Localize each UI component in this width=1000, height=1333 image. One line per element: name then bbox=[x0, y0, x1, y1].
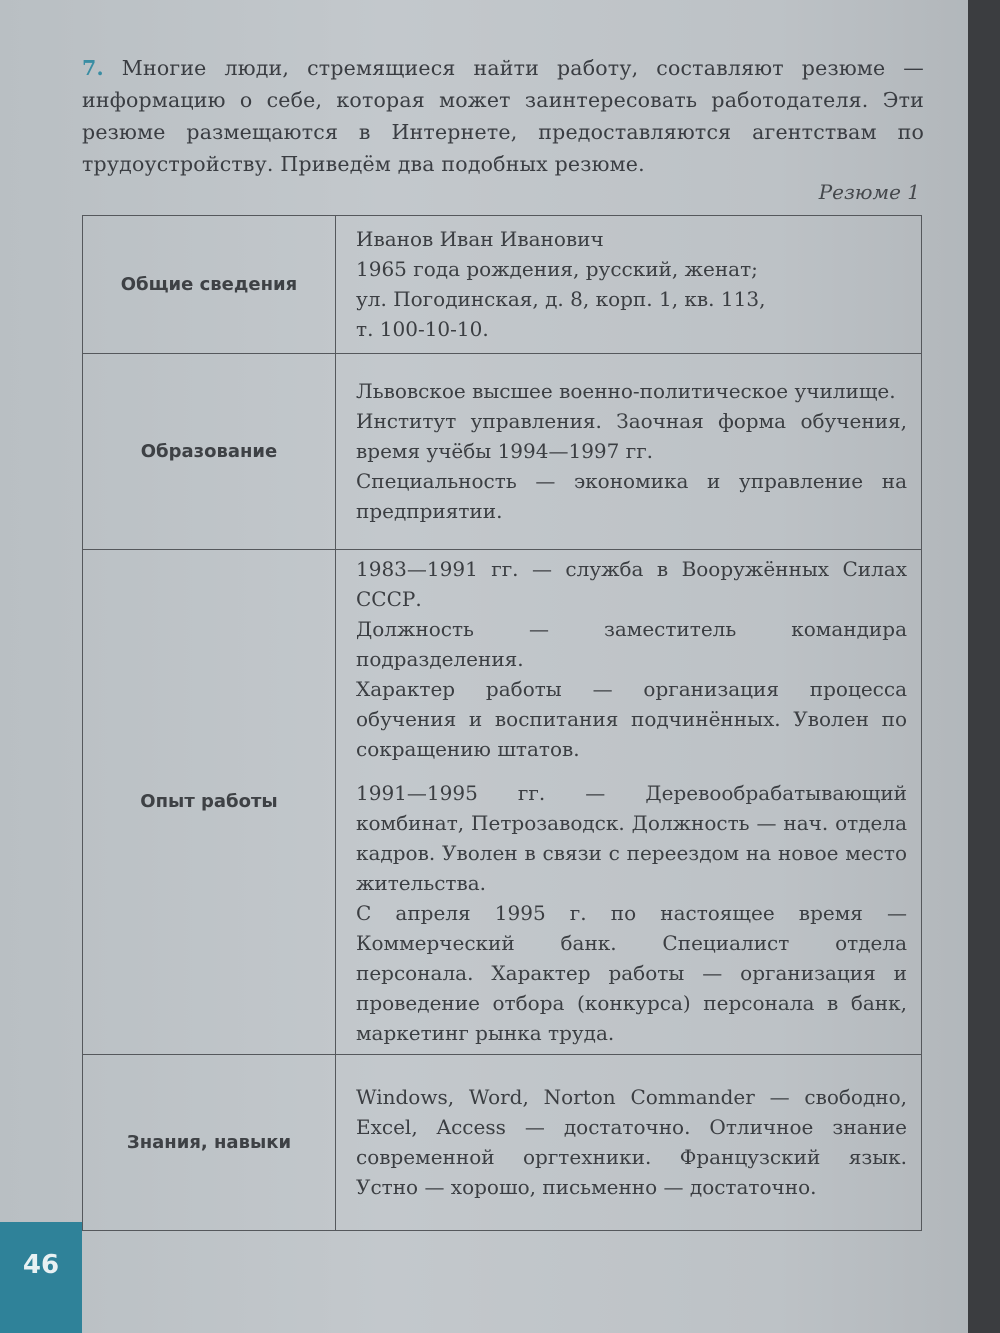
resume-label: Резюме 1 bbox=[818, 180, 920, 204]
experience-paragraph: 1991—1995 гг. — Деревообрабатывающий комбинат, Петрозаводск. Должность — нач. отдела кадров. Уволен в связи с переездом на новое место жительства. bbox=[356, 781, 907, 895]
page-number: 46 bbox=[0, 1222, 82, 1333]
cell-skills bbox=[336, 1055, 922, 1231]
task-intro bbox=[82, 52, 924, 180]
cell-general bbox=[336, 216, 922, 354]
heading-experience: Опыт работы bbox=[83, 550, 336, 1055]
row-education bbox=[83, 354, 922, 550]
heading-skills: Знания, навыки bbox=[83, 1055, 336, 1231]
task-text: Многие люди, стремящиеся найти работу, составляют резюме — информацию о себе, которая может заинтересовать работодателя. Эти резюме размещаются в Интернете, предоставляются агентствам по трудоустройству. Приведём два подобных резюме. bbox=[82, 56, 925, 176]
education-paragraph: Специальность — экономика и управление на предприятии. bbox=[356, 468, 907, 523]
task-number: 7. bbox=[82, 56, 104, 80]
experience-paragraph: 1983—1991 гг. — служба в Вооружённых Силах СССР. bbox=[356, 557, 907, 611]
education-paragraph: Львовское высшее военно-политическое училище. bbox=[356, 378, 896, 403]
heading-education: Образование bbox=[83, 354, 336, 550]
general-line: т. 100-10-10. bbox=[356, 316, 489, 341]
general-line: ул. Погодинская, д. 8, корп. 1, кв. 113, bbox=[356, 286, 766, 311]
cell-experience bbox=[336, 550, 922, 1055]
row-experience bbox=[83, 550, 922, 1055]
resume-table bbox=[82, 215, 922, 1231]
experience-paragraph: Характер работы — организация процесса обучения и воспитания подчинённых. Уволен по сокращению штатов. bbox=[356, 677, 907, 761]
general-line: 1965 года рождения, русский, женат; bbox=[356, 256, 758, 281]
education-paragraph: Институт управления. Заочная форма обучения, время учёбы 1994—1997 гг. bbox=[356, 408, 907, 463]
general-line: Иванов Иван Иванович bbox=[356, 226, 604, 251]
heading-general: Общие сведения bbox=[83, 216, 336, 354]
experience-paragraph: С апреля 1995 г. по настоящее время — Коммерческий банк. Специалист отдела персонала. Характер работы — организация и проведение отбора (конкурса) персонала в банк, маркетинг рынка труда. bbox=[356, 901, 907, 1045]
experience-paragraph: Должность — заместитель командира подразделения. bbox=[356, 617, 907, 671]
skills-text: Windows, Word, Norton Commander — свободно, Excel, Access — достаточно. Отличное знание современной оргтехники. Французский язык. Устно — хорошо, письменно — достаточно. bbox=[356, 1084, 907, 1199]
row-general bbox=[83, 216, 922, 354]
cell-education bbox=[336, 354, 922, 550]
row-skills bbox=[83, 1055, 922, 1231]
